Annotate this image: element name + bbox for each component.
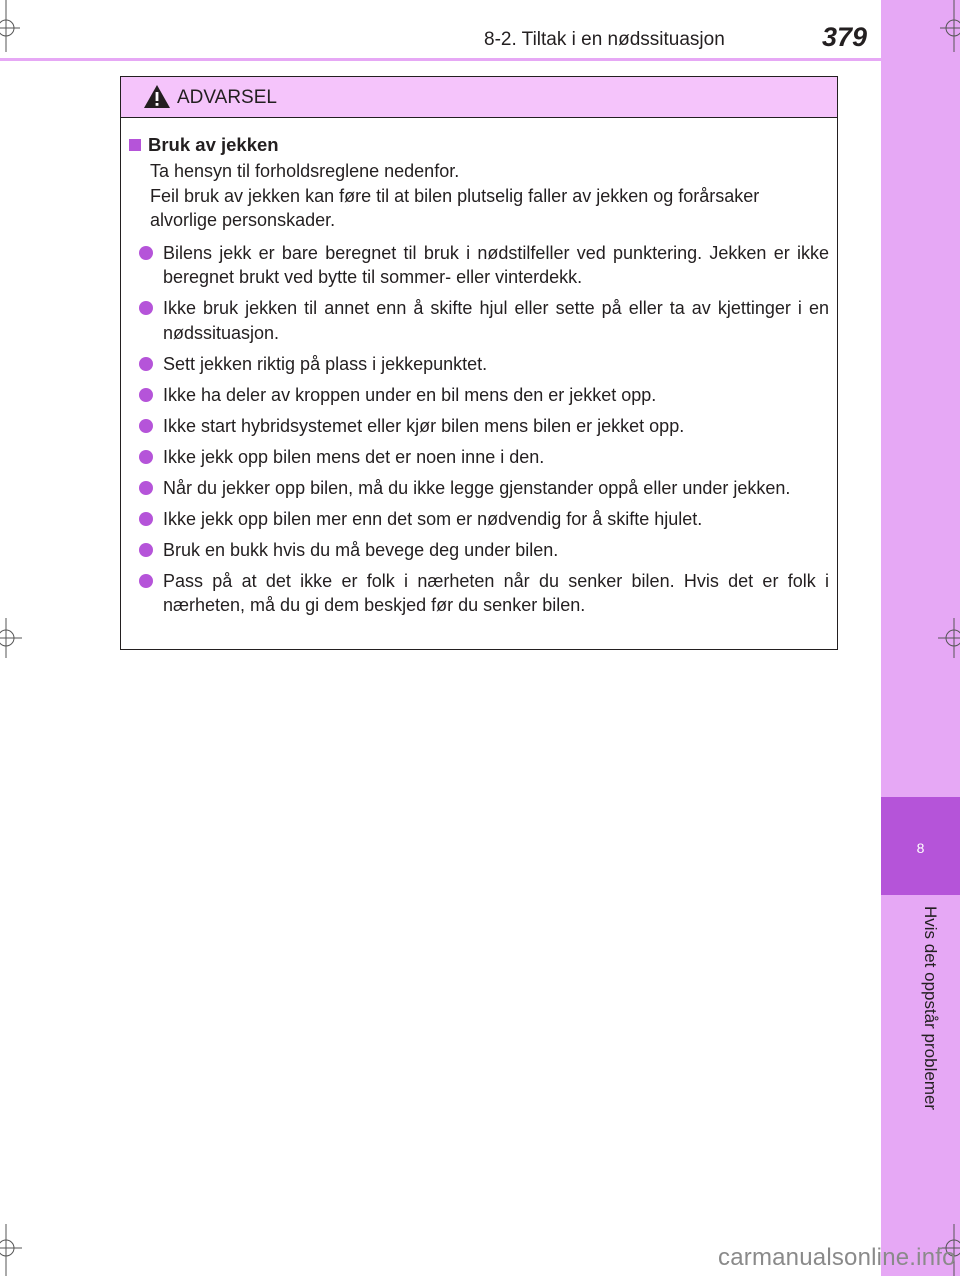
circle-bullet-icon: [139, 450, 153, 464]
crop-mark-icon: [930, 618, 960, 658]
list-item-text: Ikke jekk opp bilen mens det er noen inne i den.: [163, 446, 545, 467]
list-item-text: Ikke jekk opp bilen mer enn det som er nødvendig for å skifte hjulet.: [163, 508, 703, 529]
header-rule: [0, 58, 881, 61]
subheading-text: Bruk av jekken: [148, 134, 279, 155]
list-item: [129, 445, 829, 470]
watermark-link[interactable]: carmanualsonline.info: [718, 1244, 956, 1271]
crop-mark-icon: [0, 618, 30, 658]
list-item: [129, 241, 829, 290]
list-item-text: Bruk en bukk hvis du må bevege deg under bilen.: [163, 539, 559, 560]
list-item: [129, 383, 829, 408]
circle-bullet-icon: [139, 419, 153, 433]
list-item: [129, 296, 829, 345]
intro-text: [150, 159, 829, 233]
warning-body: [121, 118, 837, 618]
circle-bullet-icon: [139, 246, 153, 260]
crop-mark-icon: [0, 0, 30, 52]
page-number: 379: [822, 22, 868, 52]
list-item: [129, 414, 829, 439]
section-title: 8-2. Tiltak i en nødssituasjon: [484, 29, 725, 50]
list-item-text: Ikke ha deler av kroppen under en bil mens den er jekket opp.: [163, 384, 657, 405]
list-item-text: Sett jekken riktig på plass i jekkepunktet.: [163, 353, 488, 374]
square-bullet-icon: [129, 139, 141, 151]
warning-header: [121, 77, 837, 118]
list-item: [129, 476, 829, 501]
circle-bullet-icon: [139, 574, 153, 588]
circle-bullet-icon: [139, 388, 153, 402]
crop-mark-icon: [930, 0, 960, 52]
crop-mark-icon: [0, 1224, 30, 1276]
list-item-text: Ikke start hybridsystemet eller kjør bilen mens bilen er jekket opp.: [163, 415, 685, 436]
circle-bullet-icon: [139, 301, 153, 315]
list-item-text: Ikke bruk jekken til annet enn å skifte hjul eller sette på eller ta av kjettinger i en nødssituasjon.: [163, 298, 829, 343]
intro-line: Ta hensyn til forholdsreglene nedenfor.: [150, 161, 460, 181]
circle-bullet-icon: [139, 481, 153, 495]
list-item: [129, 352, 829, 377]
bullet-list: [129, 241, 829, 618]
circle-bullet-icon: [139, 512, 153, 526]
warning-triangle-icon: [143, 84, 171, 109]
warning-box: [120, 76, 838, 650]
list-item: [129, 538, 829, 563]
intro-line: Feil bruk av jekken kan føre til at bilen plutselig faller av jekken og forårsaker alvorlige personskader.: [150, 185, 760, 230]
list-item-text: Bilens jekk er bare beregnet til bruk i nødstilfeller ved punktering. Jekken er ikke beregnet brukt ved bytte til sommer- eller vinterdekk.: [163, 242, 829, 287]
list-item: [129, 507, 829, 532]
subheading: [129, 134, 829, 156]
warning-title: ADVARSEL: [177, 87, 277, 108]
list-item: [129, 569, 829, 618]
chapter-number: 8: [916, 840, 925, 856]
list-item-text: Når du jekker opp bilen, må du ikke legge gjenstander oppå eller under jekken.: [163, 477, 791, 498]
circle-bullet-icon: [139, 357, 153, 371]
chapter-title: Hvis det oppstår problemer: [921, 906, 940, 1111]
list-item-text: Pass på at det ikke er folk i nærheten når du senker bilen. Hvis det er folk i nærheten, må du gi dem beskjed før du senker bilen.: [163, 570, 829, 615]
circle-bullet-icon: [139, 543, 153, 557]
